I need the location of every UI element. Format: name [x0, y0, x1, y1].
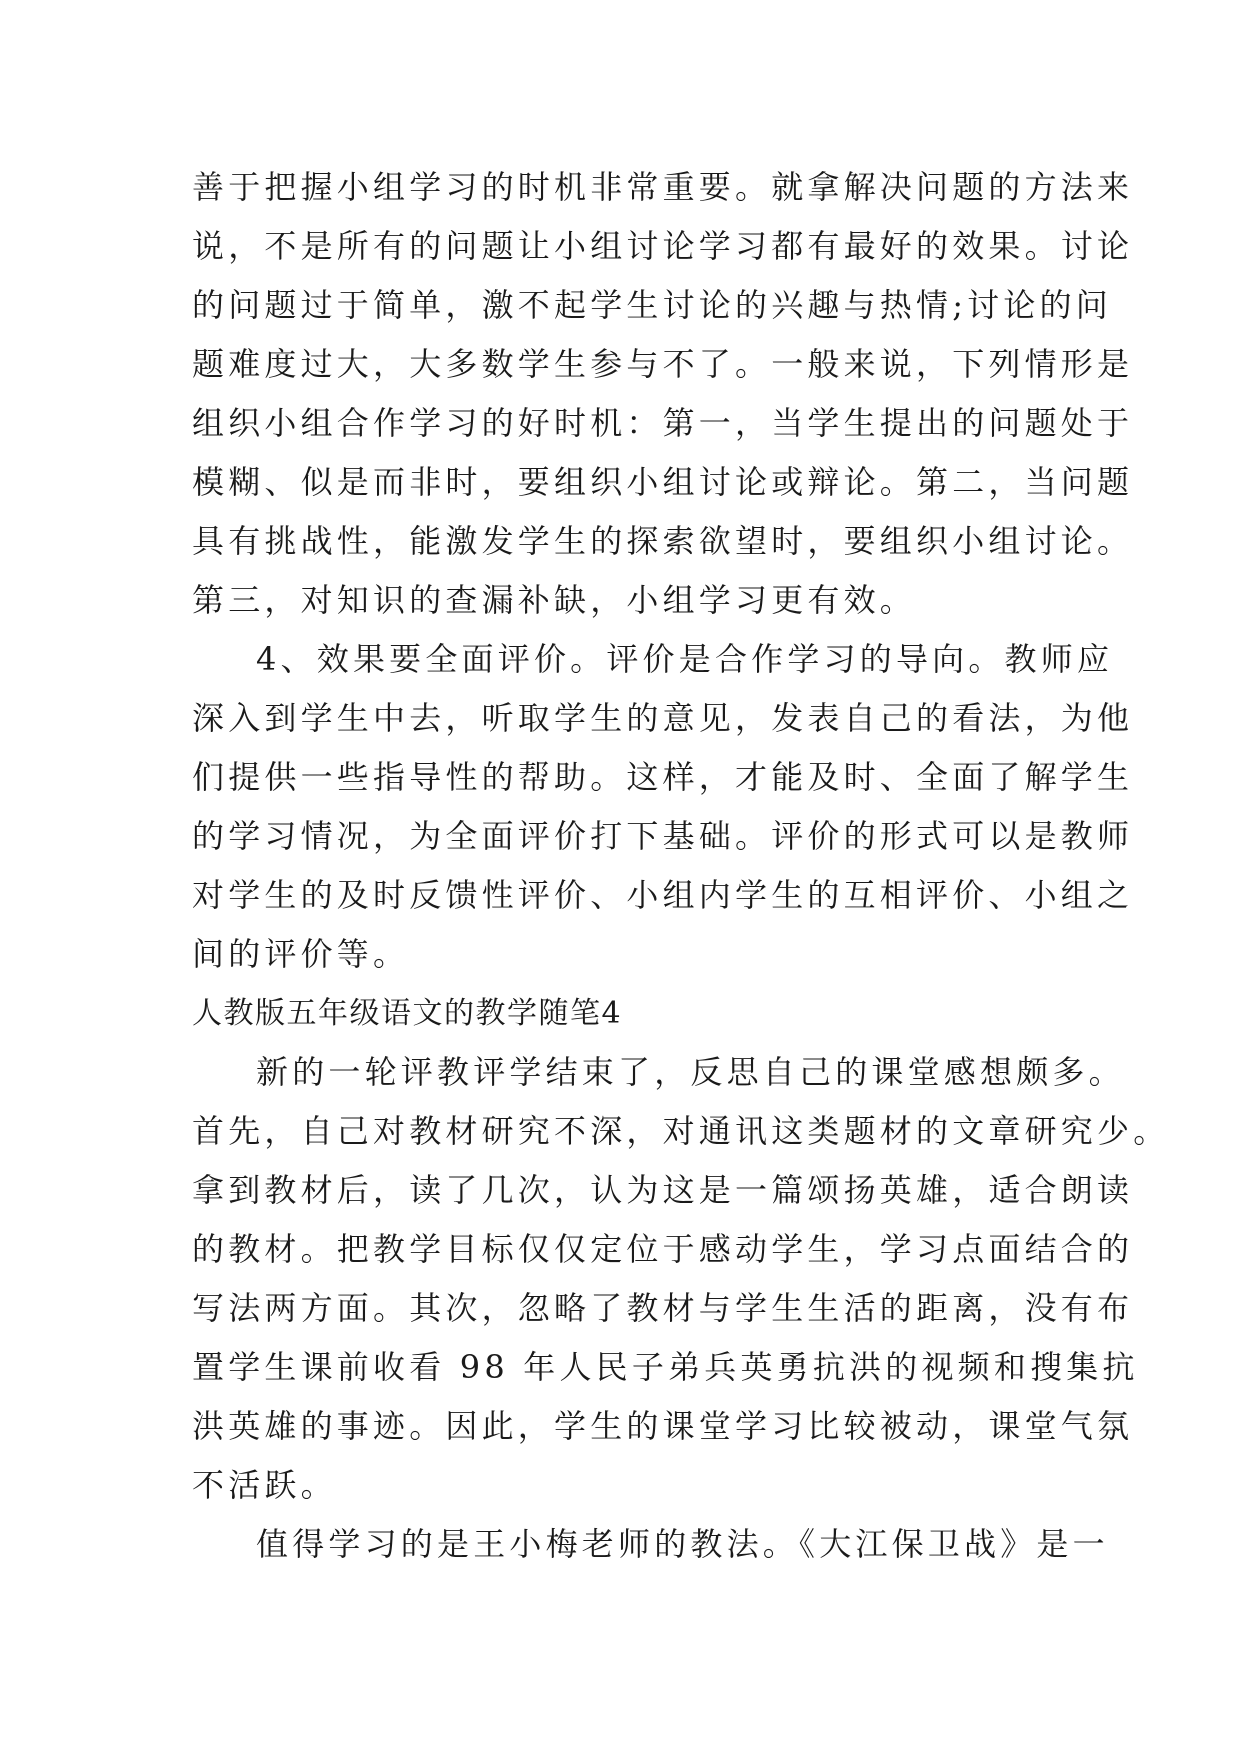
paragraph-start-line: 值得学习的是王小梅老师的教法。《大江保卫战》是一 [256, 1525, 1109, 1563]
text-line: 第三，对知识的查漏补缺，小组学习更有效。 [192, 581, 917, 619]
text-line: 的学习情况，为全面评价打下基础。评价的形式可以是教师 [192, 817, 1134, 855]
text-line: 说，不是所有的问题让小组讨论学习都有最好的效果。讨论 [192, 227, 1134, 265]
text-line: 组织小组合作学习的好时机：第一，当学生提出的问题处于 [192, 404, 1134, 442]
text-line: 对学生的及时反馈性评价、小组内学生的互相评价、小组之 [192, 876, 1134, 914]
text-line: 题难度过大，大多数学生参与不了。一般来说，下列情形是 [192, 345, 1134, 383]
text-line: 置学生课前收看 98 年人民子弟兵英勇抗洪的视频和搜集抗 [192, 1348, 1139, 1386]
paragraph-start-line: 新的一轮评教评学结束了，反思自己的课堂感想颇多。 [256, 1053, 1125, 1091]
paragraph-start-line: 4、效果要全面评价。评价是合作学习的导向。教师应 [256, 640, 1114, 678]
document-page [192, 158, 1170, 1574]
text-line: 们提供一些指导性的帮助。这样，才能及时、全面了解学生 [192, 758, 1134, 796]
text-line: 的问题过于简单，激不起学生讨论的兴趣与热情;讨论的问 [192, 286, 1112, 324]
text-line: 洪英雄的事迹。因此，学生的课堂学习比较被动，课堂气氛 [192, 1407, 1134, 1445]
section-heading: 人教版五年级语文的教学随笔4 [192, 996, 623, 1031]
text-line: 首先，自己对教材研究不深，对通讯这类题材的文章研究少。 [192, 1112, 1170, 1150]
text-line: 拿到教材后，读了几次，认为这是一篇颂扬英雄，适合朗读 [192, 1171, 1134, 1209]
text-line: 间的评价等。 [192, 935, 410, 973]
text-line: 深入到学生中去，听取学生的意见，发表自己的看法，为他 [192, 699, 1134, 737]
text-line: 模糊、似是而非时，要组织小组讨论或辩论。第二，当问题 [192, 463, 1134, 501]
text-line: 的教材。把教学目标仅仅定位于感动学生，学习点面结合的 [192, 1230, 1134, 1268]
text-line: 不活跃。 [192, 1466, 337, 1504]
text-line: 善于把握小组学习的时机非常重要。就拿解决问题的方法来 [192, 168, 1134, 206]
text-line: 具有挑战性，能激发学生的探索欲望时，要组织小组讨论。 [192, 522, 1134, 560]
text-line: 写法两方面。其次，忽略了教材与学生生活的距离，没有布 [192, 1289, 1134, 1327]
